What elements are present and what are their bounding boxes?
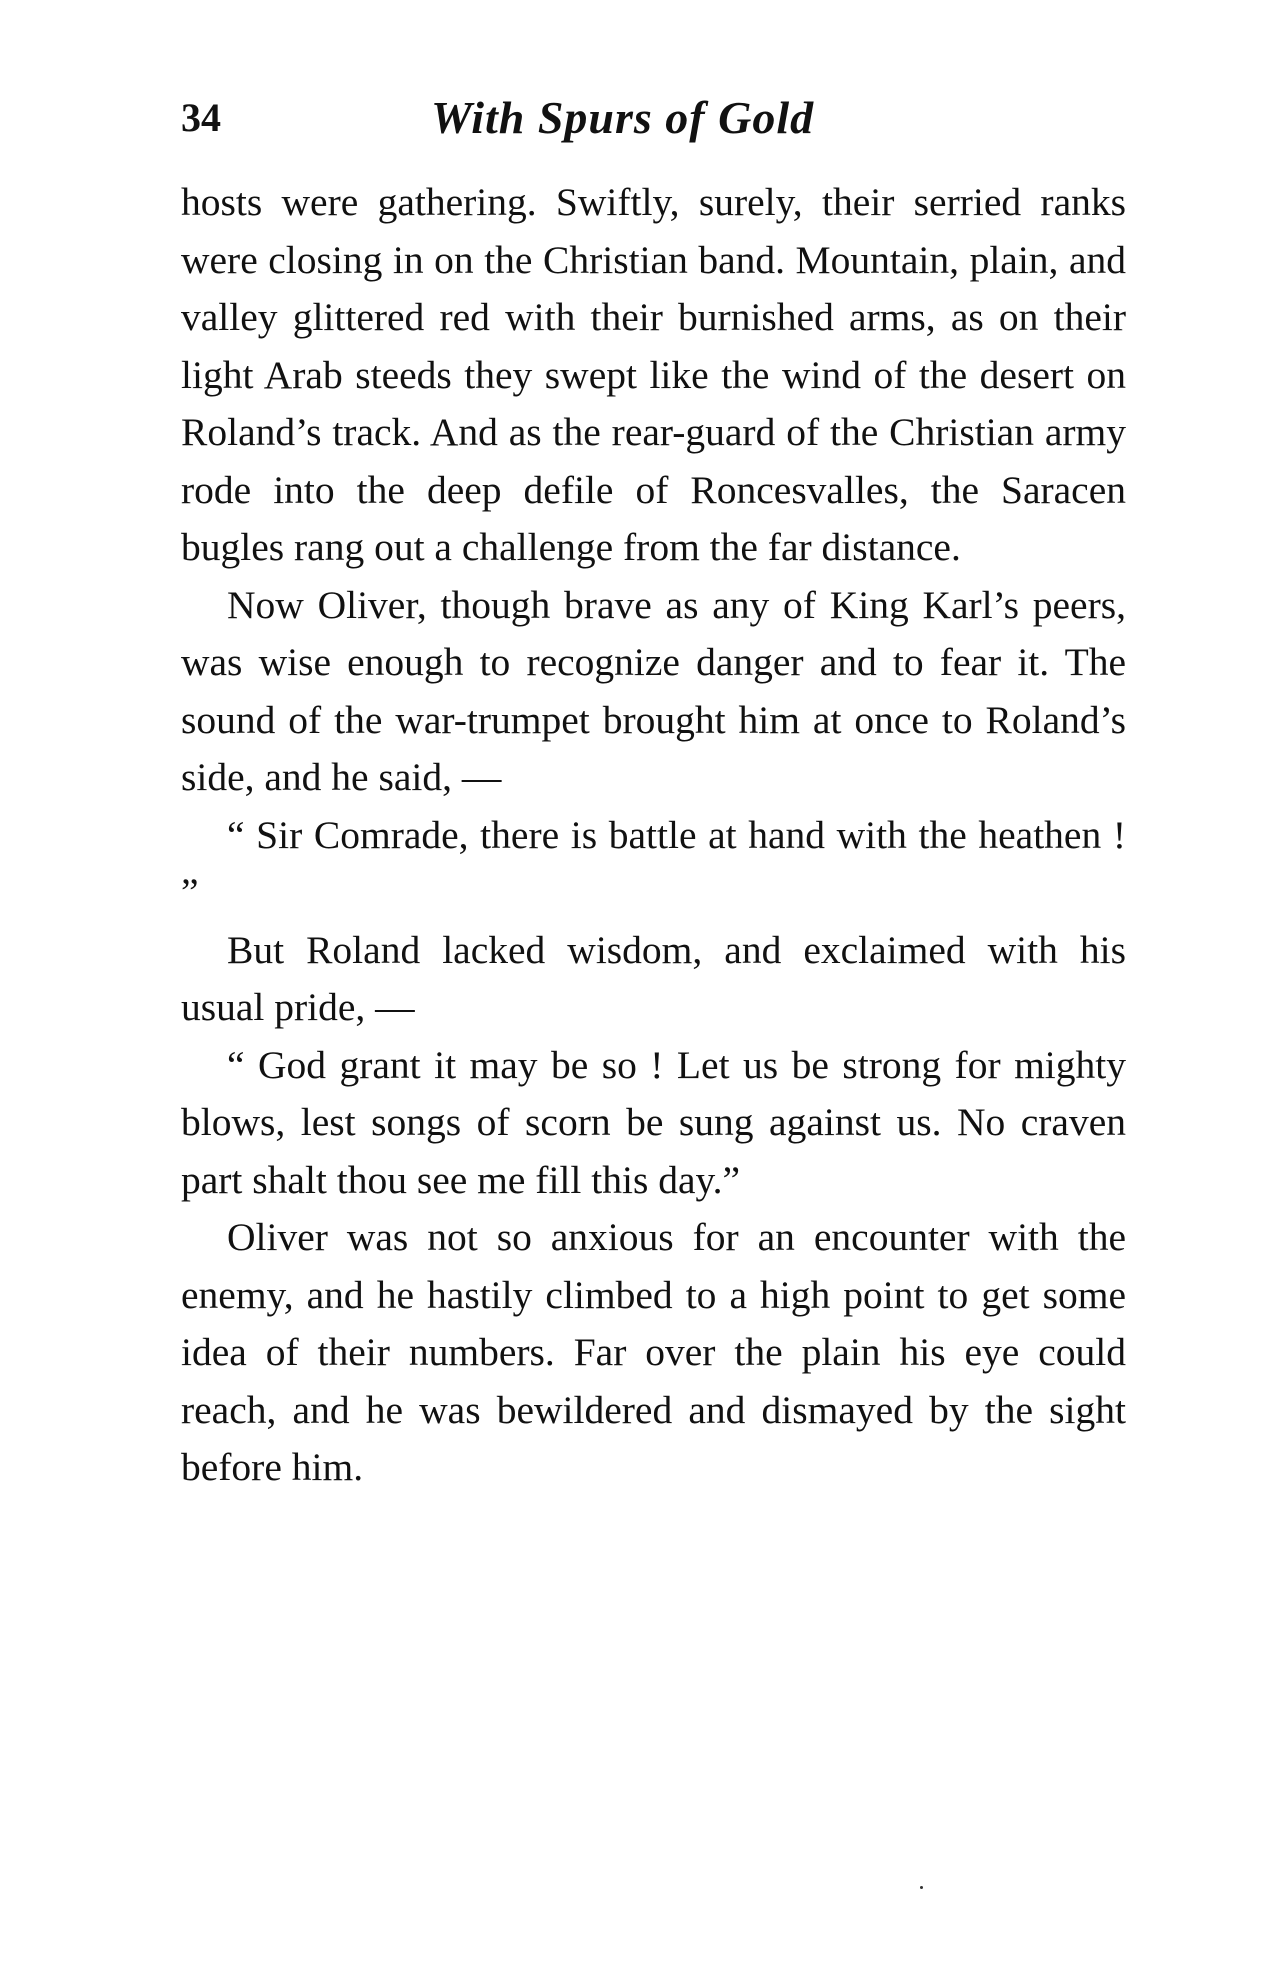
paragraph-continuation: hosts were gathering. Swiftly, surely, their serried ranks were closing in on the Christian band. Mountain, plain, and valley glittered red with their burnished arms, as on their light Arab steeds they swept like the wind of the desert on Roland’s track. And as the rear-guard of the Christian army rode into the deep defile of Roncesvalles, the Saracen bugles rang out a challenge from the far distance. [181,180,1126,569]
paragraph-roland-pride: But Roland lacked wisdom, and exclaimed with his usual pride, — [181,927,1126,1029]
running-title: With Spurs of Gold [431,92,815,143]
body-text [181,174,1126,1497]
paper-speck [920,1886,923,1889]
page-number: 34 [181,95,221,140]
paragraph-roland-quote: “ God grant it may be so ! Let us be strong for mighty blows, lest songs of scorn be sung against us. No craven part shalt thou see me fill this day.” [181,1042,1126,1202]
paragraph-oliver-quote: “ Sir Comrade, there is battle at hand with the heathen ! ” [181,812,1126,914]
paragraph-oliver-climb: Oliver was not so anxious for an encounter with the enemy, and he hastily climbed to a high point to get some idea of their numbers. Far over the plain his eye could reach, and he was bewildered and dismayed by the sight before him. [181,1215,1126,1489]
page-header [181,88,1126,148]
paragraph-oliver-danger: Now Oliver, though brave as any of King Karl’s peers, was wise enough to recognize danger and to fear it. The sound of the war-trumpet brought him at once to Roland’s side, and he said, — [181,582,1126,799]
